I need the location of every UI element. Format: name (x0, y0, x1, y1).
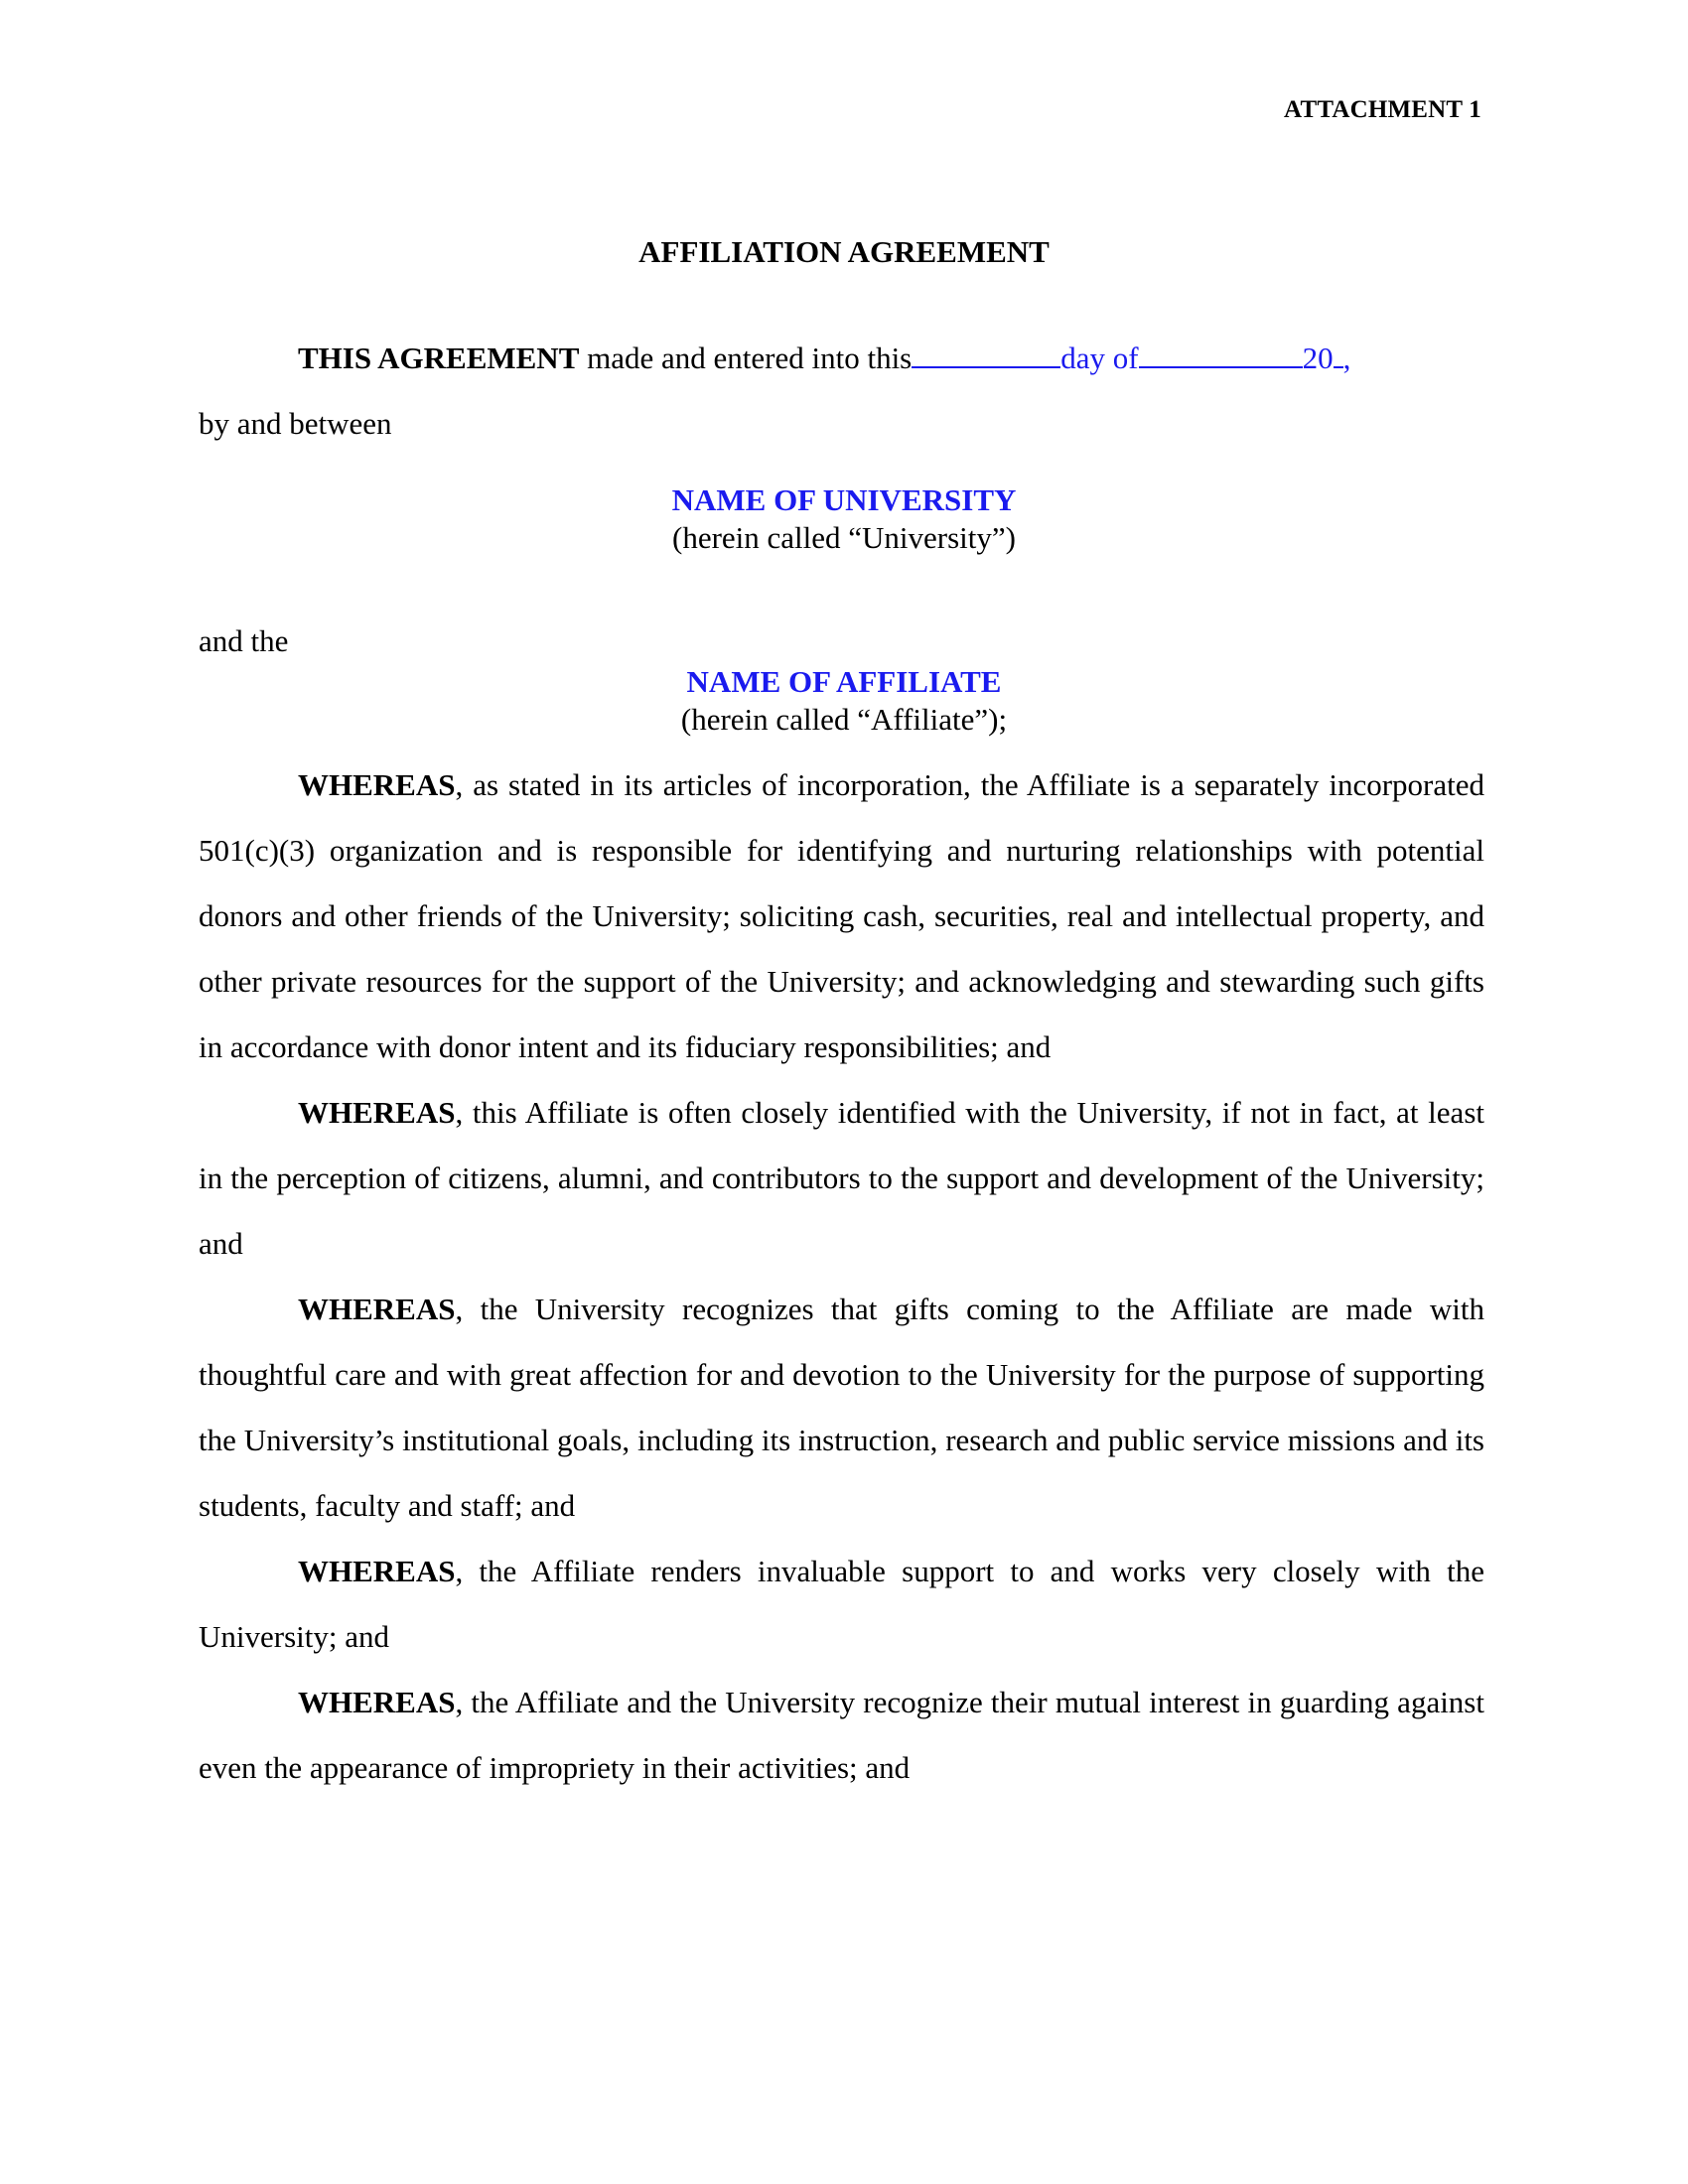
intro-line (199, 326, 1484, 391)
day-blank-field[interactable] (912, 339, 1060, 368)
affiliate-called: (herein called “Affiliate”); (680, 702, 1008, 737)
recital-text: , the Affiliate and the University recognize their mutual interest in guarding against even the appearance of impropriety in their activities; and (199, 1685, 1484, 1785)
day-of-label: day of (1060, 341, 1139, 375)
university-block (0, 481, 1688, 557)
affiliate-name: NAME OF AFFILIATE (686, 664, 1002, 699)
recital-text: , the University recognizes that gifts coming to the Affiliate are made with thoughtful care and with great affection for and devotion to the University for the purpose of supporting the University’s institutional goals, including its instruction, research and public service missions and its students, faculty and staff; and (199, 1292, 1484, 1523)
by-and-between: by and between (199, 406, 392, 441)
university-name: NAME OF UNIVERSITY (671, 482, 1017, 517)
recital-text: , as stated in its articles of incorporation, the Affiliate is a separately incorporated 501(c)(3) organization and is responsible for identifying and nurturing relationships with potential donors and other friends of the University; soliciting cash, securities, real and intellectual property, and other private resources for the support of the University; and acknowledging and stewarding such gifts in accordance with donor intent and its fiduciary responsibilities; and (199, 767, 1484, 1064)
recital-lead: WHEREAS (298, 1685, 456, 1719)
document-title: AFFILIATION AGREEMENT (638, 234, 1050, 269)
year-suffix: , (1342, 341, 1351, 375)
month-blank-field[interactable] (1139, 339, 1303, 368)
recitals-section (199, 752, 1484, 1801)
recital-paragraph (199, 1277, 1484, 1539)
affiliate-block (0, 663, 1688, 739)
recital-lead: WHEREAS (298, 767, 456, 802)
attachment-label: ATTACHMENT 1 (1284, 96, 1481, 123)
recital-lead: WHEREAS (298, 1554, 456, 1588)
university-called: (herein called “University”) (672, 520, 1016, 555)
recital-paragraph (199, 752, 1484, 1080)
recital-lead: WHEREAS (298, 1095, 456, 1130)
intro-lead-text: made and entered into this (579, 341, 913, 375)
recital-lead: WHEREAS (298, 1292, 456, 1326)
year-blank-field[interactable] (1334, 339, 1343, 368)
recital-paragraph (199, 1670, 1484, 1801)
year-prefix: 20 (1302, 341, 1334, 375)
and-the-text: and the (199, 623, 289, 658)
intro-paragraph (199, 326, 1484, 457)
recital-paragraph (199, 1539, 1484, 1670)
recital-text: , this Affiliate is often closely identified with the University, if not in fact, at least in the perception of citizens, alumni, and contributors to the support and development of the University; and (199, 1095, 1484, 1261)
recital-text: , the Affiliate renders invaluable support to and works very closely with the University; and (199, 1554, 1484, 1654)
recital-paragraph (199, 1080, 1484, 1277)
intro-lead-bold: THIS AGREEMENT (298, 341, 580, 375)
